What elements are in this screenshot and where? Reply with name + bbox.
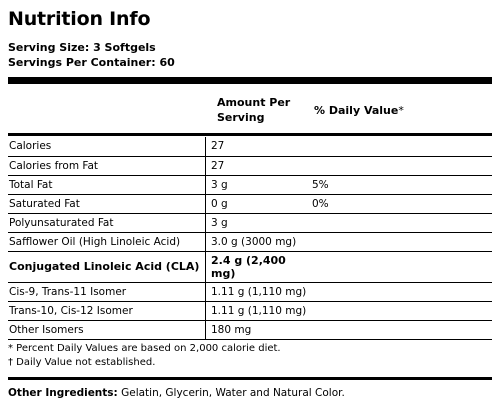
daily-value-header bbox=[314, 103, 404, 118]
nutrient-name: Trans-10, Cis-12 Isomer bbox=[8, 301, 206, 320]
thick-divider bbox=[8, 77, 492, 84]
table-row bbox=[8, 251, 492, 282]
nutrient-amount: 3 g bbox=[206, 213, 309, 232]
nutrient-amount: 2.4 g (2,400 mg) bbox=[206, 251, 309, 282]
nutrient-name: Cis-9, Trans-11 Isomer bbox=[8, 282, 206, 301]
header-divider bbox=[8, 133, 492, 136]
nutrient-daily-value bbox=[308, 301, 492, 320]
nutrient-amount: 27 bbox=[206, 137, 309, 156]
daily-value-mark: * bbox=[398, 104, 404, 117]
servings-per-container: Servings Per Container: 60 bbox=[8, 56, 175, 69]
nutrient-daily-value bbox=[308, 251, 492, 282]
ingredients-label: Other Ingredients: bbox=[8, 387, 118, 399]
daily-value-label: % Daily Value bbox=[314, 104, 399, 117]
serving-size: Serving Size: 3 Softgels bbox=[8, 41, 156, 54]
nutrient-daily-value bbox=[308, 282, 492, 301]
footnote-not-established: † Daily Value not established. bbox=[8, 357, 156, 368]
nutrient-name: Saturated Fat bbox=[8, 194, 206, 213]
nutrient-daily-value: 5% bbox=[308, 175, 492, 194]
nutrient-amount: 3 g bbox=[206, 175, 309, 194]
table-row bbox=[8, 320, 492, 339]
amount-header-line2: Serving bbox=[217, 111, 265, 124]
nutrient-name: Calories bbox=[8, 137, 206, 156]
nutrient-amount: 180 mg bbox=[206, 320, 309, 339]
page-title: Nutrition Info bbox=[8, 8, 151, 30]
table-row bbox=[8, 156, 492, 175]
ingredients-text: Gelatin, Glycerin, Water and Natural Color. bbox=[117, 387, 345, 399]
table-row bbox=[8, 232, 492, 251]
nutrient-name: Other Isomers bbox=[8, 320, 206, 339]
table-row bbox=[8, 282, 492, 301]
nutrient-amount: 1.11 g (1,110 mg) bbox=[206, 282, 309, 301]
nutrient-name: Safflower Oil (High Linoleic Acid) bbox=[8, 232, 206, 251]
nutrient-daily-value: 0% bbox=[308, 194, 492, 213]
footnote-daily-values: * Percent Daily Values are based on 2,000 calorie diet. bbox=[8, 343, 281, 354]
amount-header-line1: Amount Per bbox=[217, 96, 291, 109]
nutrient-name: Total Fat bbox=[8, 175, 206, 194]
table-row bbox=[8, 194, 492, 213]
amount-header bbox=[217, 95, 290, 125]
nutrient-daily-value bbox=[308, 137, 492, 156]
other-ingredients bbox=[8, 387, 345, 399]
nutrient-name: Polyunsaturated Fat bbox=[8, 213, 206, 232]
nutrient-daily-value bbox=[308, 156, 492, 175]
nutrient-name: Calories from Fat bbox=[8, 156, 206, 175]
nutrient-daily-value bbox=[308, 232, 492, 251]
bottom-divider bbox=[8, 377, 492, 380]
table-row bbox=[8, 301, 492, 320]
nutrient-amount: 27 bbox=[206, 156, 309, 175]
nutrient-amount: 3.0 g (3000 mg) bbox=[206, 232, 309, 251]
table-row bbox=[8, 137, 492, 156]
nutrient-name: Conjugated Linoleic Acid (CLA) bbox=[8, 251, 206, 282]
nutrient-daily-value bbox=[308, 320, 492, 339]
nutrition-table bbox=[8, 137, 492, 340]
nutrient-daily-value bbox=[308, 213, 492, 232]
nutrient-amount: 0 g bbox=[206, 194, 309, 213]
table-row bbox=[8, 213, 492, 232]
nutrient-amount: 1.11 g (1,110 mg) bbox=[206, 301, 309, 320]
table-row bbox=[8, 175, 492, 194]
